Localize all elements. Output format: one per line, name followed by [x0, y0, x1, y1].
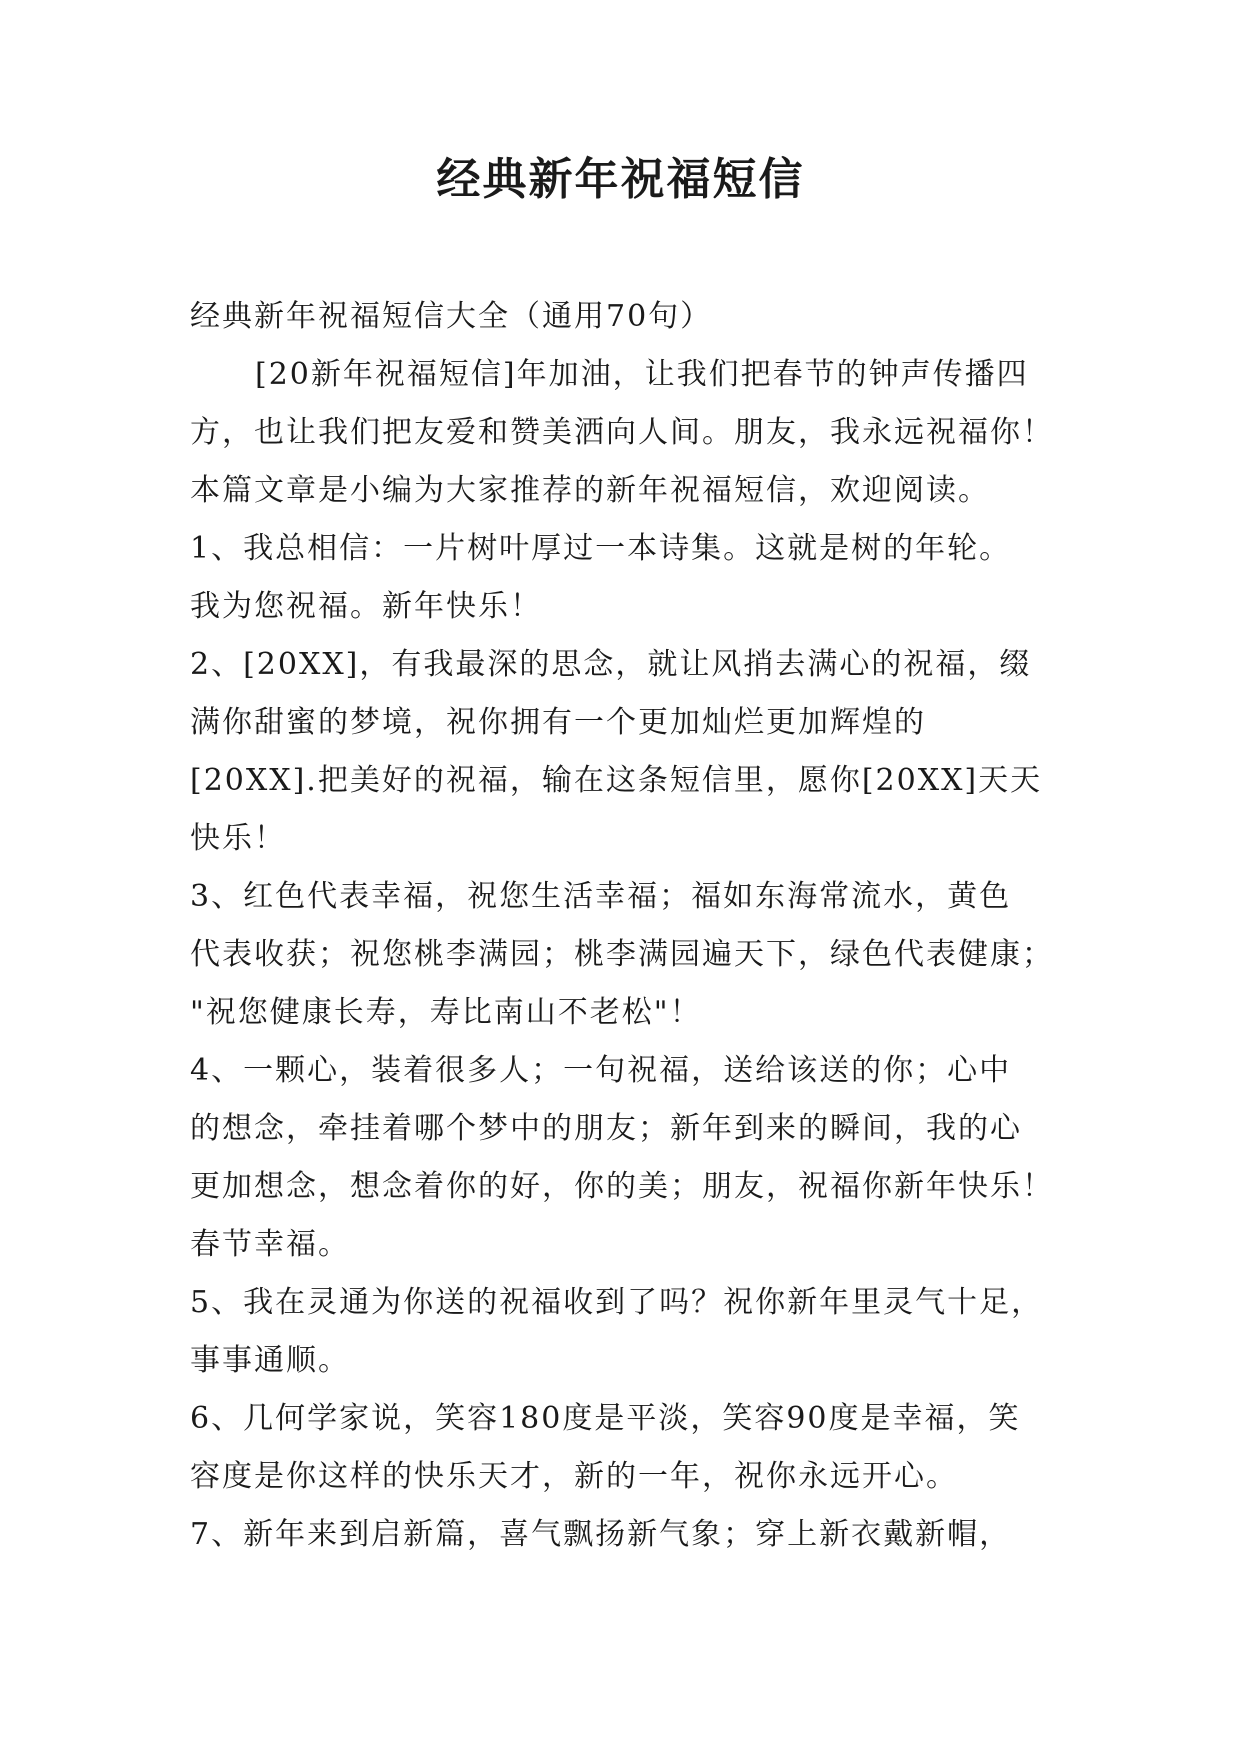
list-item-line: 6、几何学家说，笑容180度是平淡，笑容90度是幸福，笑	[190, 1401, 1021, 1436]
list-item-line: 3、红色代表幸福，祝您生活幸福；福如东海常流水，黄色	[190, 879, 1012, 914]
paragraph-line: 方，也让我们把友爱和赞美洒向人间。朋友，我永远祝福你！	[190, 415, 1054, 450]
list-item-line: 容度是你这样的快乐天才，新的一年，祝你永远开心。	[190, 1459, 958, 1494]
list-item-line: 的想念，牵挂着哪个梦中的朋友；新年到来的瞬间，我的心	[190, 1111, 1022, 1146]
document-title: 经典新年祝福短信	[436, 154, 805, 205]
list-item-line: 2、[20XX]，有我最深的思念，就让风捎去满心的祝福，缀	[190, 647, 1032, 682]
subtitle-line: 经典新年祝福短信大全（通用70句）	[190, 299, 713, 334]
list-item-line: 春节幸福。	[190, 1227, 350, 1262]
list-item-line: 4、一颗心，装着很多人；一句祝福，送给该送的你；心中	[190, 1053, 1012, 1088]
paragraph-line: [20新年祝福短信]年加油，让我们把春节的钟声传播四	[255, 357, 1029, 392]
list-item-line: 满你甜蜜的梦境，祝你拥有一个更加灿烂更加辉煌的	[190, 705, 926, 740]
list-item-line: 7、新年来到启新篇，喜气飘扬新气象；穿上新衣戴新帽，	[190, 1517, 1012, 1552]
list-item-line: "祝您健康长寿，寿比南山不老松"！	[190, 995, 702, 1030]
list-item-line: 我为您祝福。新年快乐！	[190, 589, 542, 624]
list-item-line: 快乐！	[190, 821, 286, 856]
list-item-line: 代表收获；祝您桃李满园；桃李满园遍天下，绿色代表健康；	[190, 937, 1054, 972]
list-item-line: [20XX].把美好的祝福，输在这条短信里，愿你[20XX]天天	[190, 763, 1043, 798]
list-item-line: 更加想念，想念着你的好，你的美；朋友，祝福你新年快乐！	[190, 1169, 1054, 1204]
paragraph-line: 本篇文章是小编为大家推荐的新年祝福短信，欢迎阅读。	[190, 473, 990, 508]
document-body	[190, 288, 1070, 1564]
list-item-line: 事事通顺。	[190, 1343, 350, 1378]
list-item-line: 1、我总相信：一片树叶厚过一本诗集。这就是树的年轮。	[190, 531, 1012, 566]
list-item-line: 5、我在灵通为你送的祝福收到了吗？祝你新年里灵气十足，	[190, 1285, 1044, 1320]
